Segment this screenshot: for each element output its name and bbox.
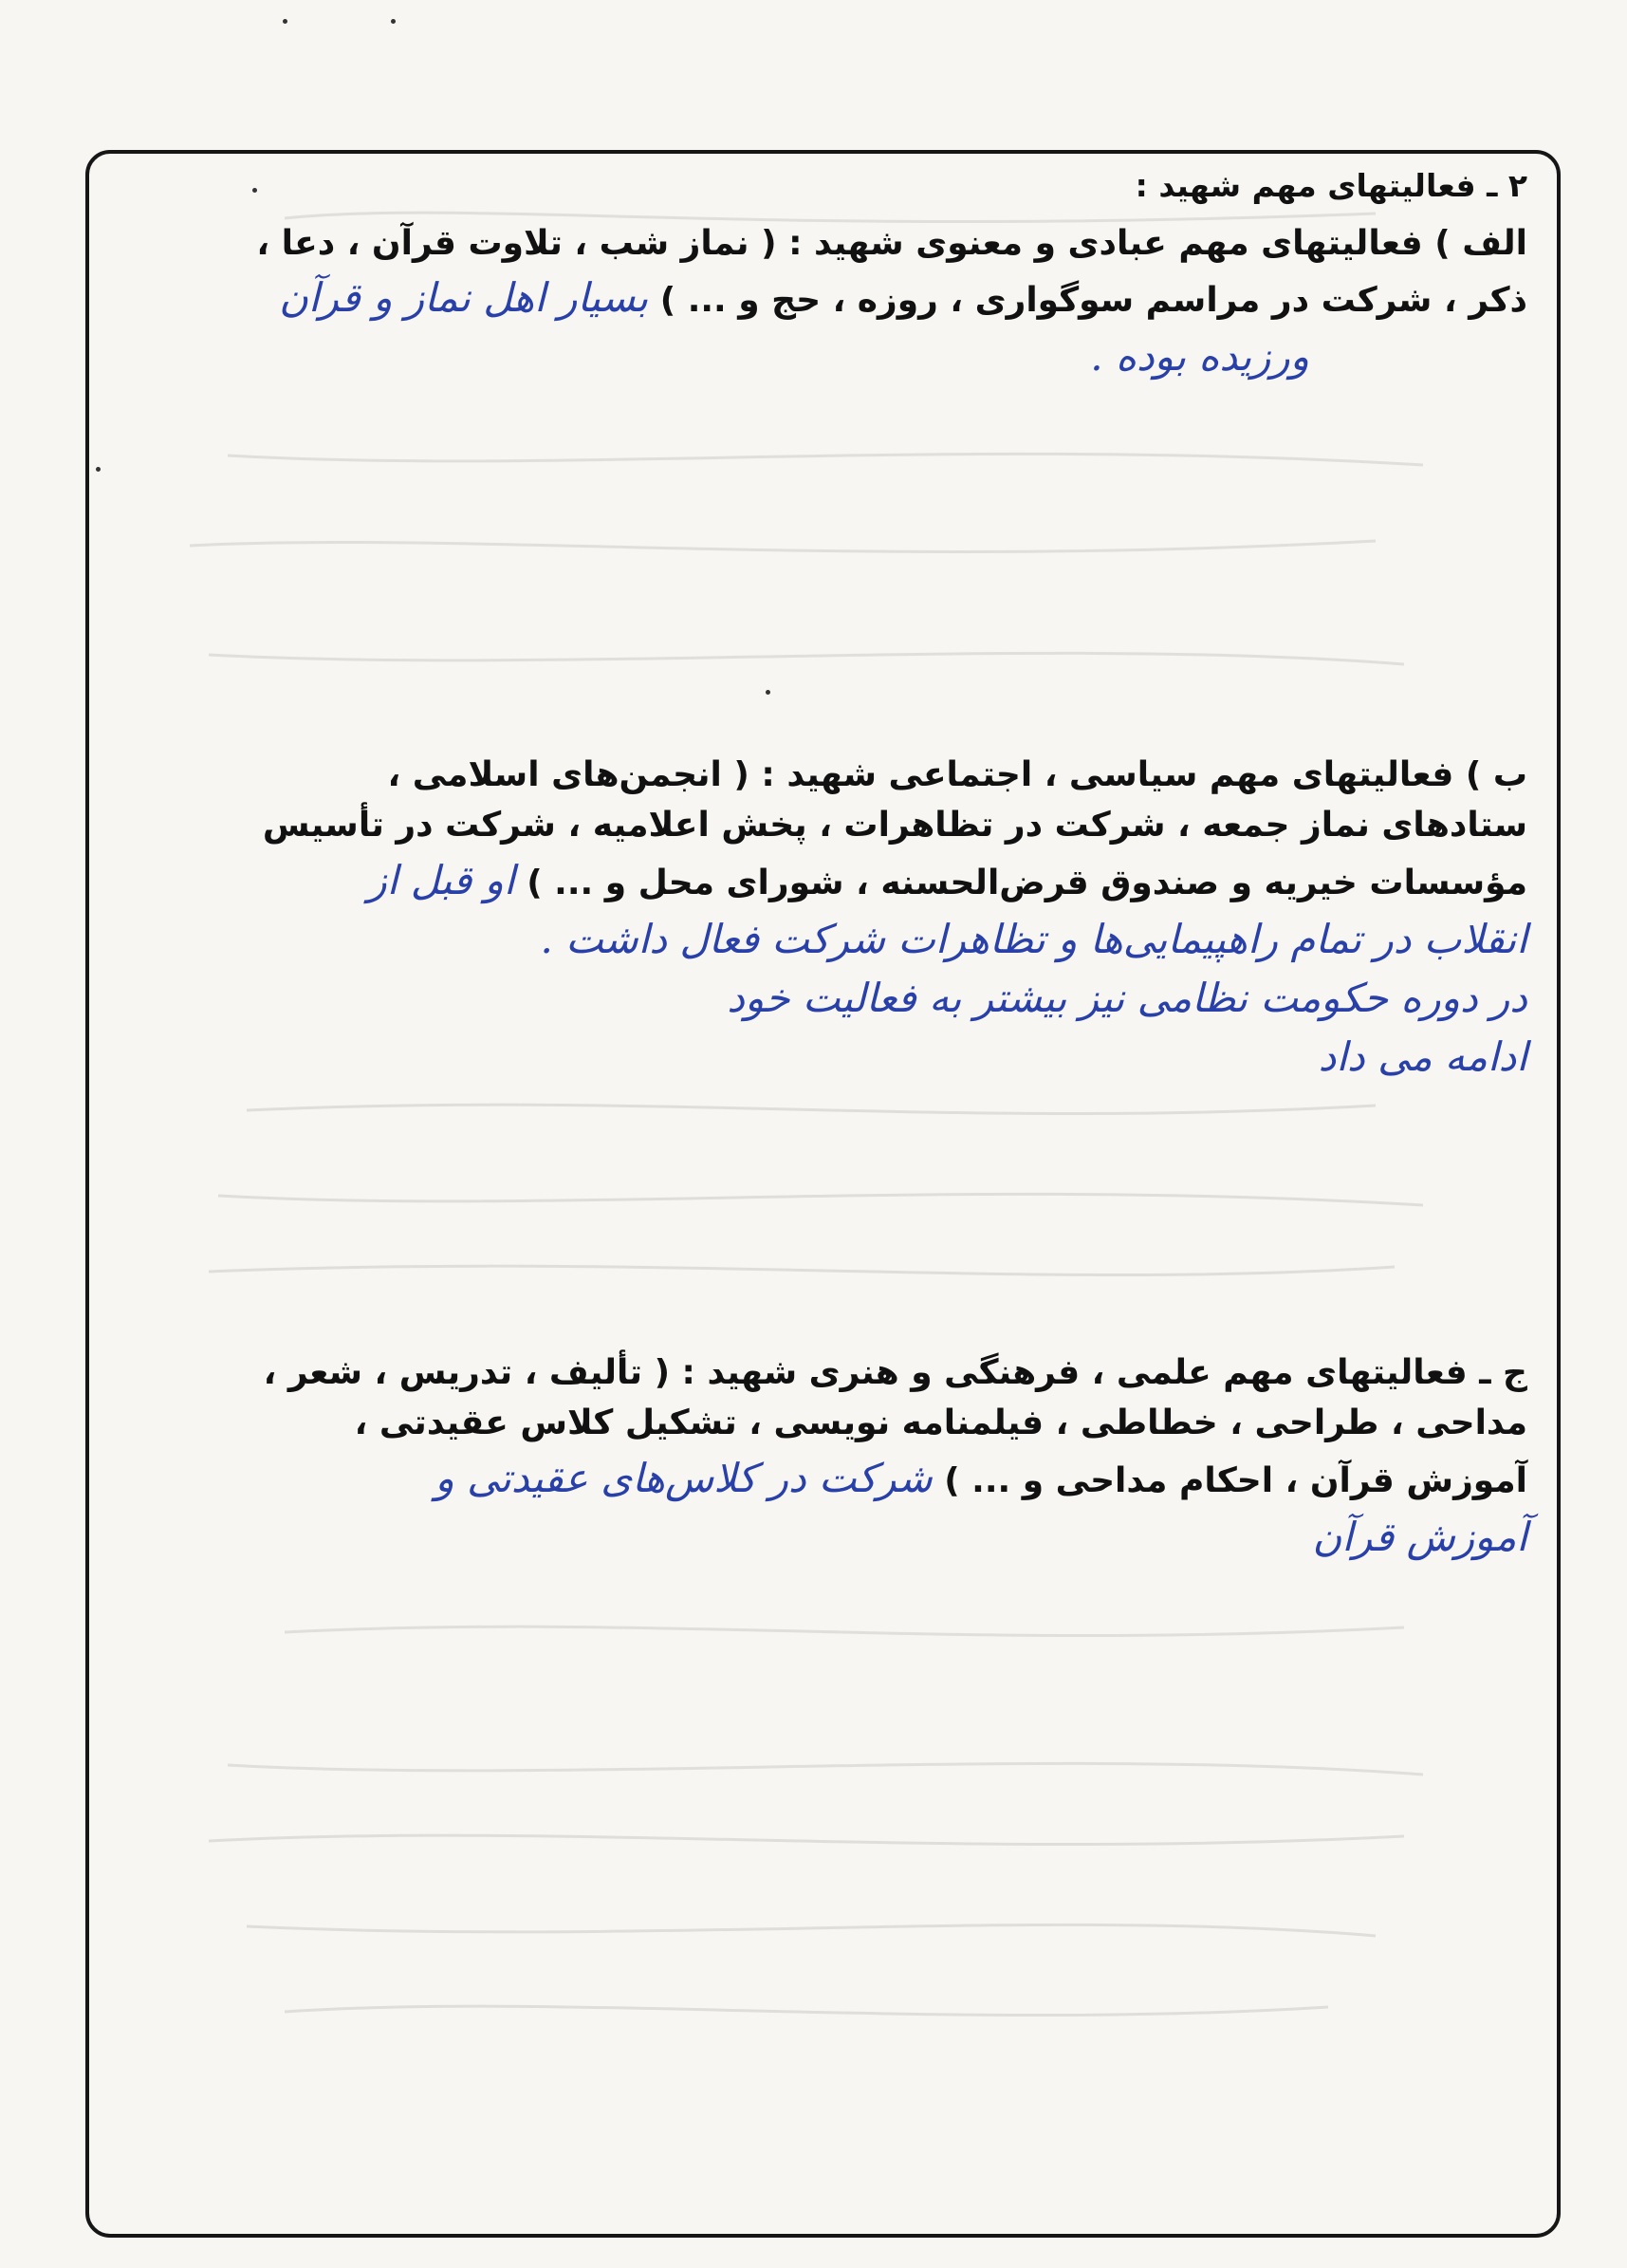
section-c-scientific-cultural: [123, 1348, 1527, 1567]
section-b-line-4-handwritten: انقلاب در تمام راهپیمایی‌ها و تظاهرات شرکت فعال داشت .: [540, 915, 1527, 962]
section-c-line-3: [123, 1449, 1527, 1508]
section-a-line-2: [123, 269, 1527, 327]
section-heading: ۲ ـ فعالیتهای مهم شهید :: [1135, 167, 1527, 204]
section-a-line-2-handwritten: بسیار اهل نماز و قرآن: [279, 274, 649, 322]
section-b-line-5-handwritten: در دوره حکومت نظامی نیز بیشتر به فعالیت خود: [727, 974, 1527, 1021]
section-c-line-2: مداحی ، طراحی ، خطاطی ، فیلمنامه نویسی ، تشکیل کلاس عقیدتی ،: [354, 1404, 1527, 1443]
section-a-line-3-handwritten: ورزیده بوده .: [1090, 333, 1309, 381]
section-b-political-social: [123, 750, 1527, 1087]
section-a-line-2-printed: ذکر ، شرکت در مراسم سوگواری ، روزه ، حج و ... ): [659, 281, 1527, 321]
section-a-line-1: الف ) فعالیتهای مهم عبادی و معنوی شهید : ( نماز شب ، تلاوت قرآن ، دعا ،: [256, 224, 1527, 263]
section-b-line-1: ب ) فعالیتهای مهم سیاسی ، اجتماعی شهید : ( انجمن‌های اسلامی ،: [387, 755, 1527, 794]
section-c-line-4-handwritten: آموزش قرآن: [1312, 1513, 1527, 1560]
section-c-line-3-handwritten: شرکت در کلاس‌های عقیدتی و: [434, 1454, 933, 1501]
section-b-line-3-handwritten: او قبل از: [367, 856, 515, 903]
section-b-line-6-handwritten: ادامه می داد: [1318, 1033, 1527, 1080]
stray-dot: [283, 19, 287, 24]
section-b-line-3: [123, 851, 1527, 910]
stray-dot: [391, 19, 396, 24]
section-b-line-2: ستادهای نماز جمعه ، شرکت در تظاهرات ، پخش اعلامیه ، شرکت در تأسیس: [262, 806, 1527, 846]
section-b-line-3-printed: مؤسسات خیریه و صندوق قرض‌الحسنه ، شورای محل و ... ): [527, 863, 1527, 902]
section-a-worship: [123, 218, 1527, 387]
section-c-line-1: ج ـ فعالیتهای مهم علمی ، فرهنگی و هنری شهید : ( تألیف ، تدریس ، شعر ،: [263, 1353, 1527, 1392]
page-border-frame: [85, 150, 1561, 2238]
section-c-line-3-printed: آموزش قرآن ، احکام مداحی و ... ): [944, 1460, 1527, 1500]
